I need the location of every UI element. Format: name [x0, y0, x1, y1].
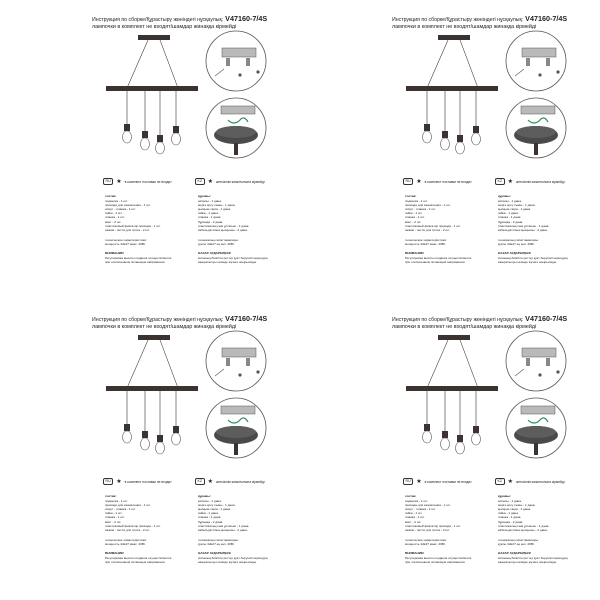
composition-list — [105, 499, 193, 532]
tech-title: технические характеристики: — [405, 537, 447, 542]
language-legend — [103, 178, 298, 188]
warning-line: Аспаның биіктігін реттеу қуат берушісі кернеудің — [198, 256, 268, 261]
composition-item: гайка - 1 дана. — [198, 211, 219, 216]
kz-badge: KZ — [195, 178, 205, 185]
composition-item: провода для заземления - 1 шт. — [105, 203, 151, 208]
composition-item: гайка - 1 дана. — [498, 511, 519, 516]
composition-list — [405, 199, 493, 232]
composition-item: қысқыш-тақта - 1 дана. — [198, 507, 231, 512]
composition-item: винт - 2 шт. — [105, 519, 122, 524]
legend-kz — [195, 478, 265, 485]
legend-kz — [495, 478, 565, 485]
suspension-cable — [160, 340, 178, 388]
model-number: V47160-7/4S — [525, 314, 568, 323]
composition-item: пластиковый фиксатор провода - 1 шт. — [405, 223, 461, 228]
legend-ru — [103, 478, 172, 485]
legend-note-ru: в комплект поставки не входят — [124, 479, 172, 484]
composition-item: аспалы - 1 дана. — [498, 499, 522, 504]
canopy-detail-drawing — [206, 98, 266, 158]
composition-item: пластикалық сым ұстағыш - 1 дана. — [198, 223, 250, 228]
composition-item: бұранда - 2 дана. — [198, 519, 224, 524]
composition-item: пластикалық сым ұстағыш - 1 дана. — [498, 223, 550, 228]
bulb-icons — [123, 131, 181, 154]
composition-item: винт - 2 шт. — [105, 219, 122, 224]
tech-value: мощность 4хЕ27 макс. 40Вт. — [405, 241, 446, 246]
composition-item: планка - 1 дана. — [498, 515, 522, 520]
warning-line: Аспаның биіктігін реттеу қуат берушісі кернеудің — [498, 256, 568, 261]
composition-item: кабельдік ілмек қысқышы - 2 дана. — [198, 527, 248, 532]
bulb-icons — [423, 431, 481, 454]
bulb-cords — [127, 391, 176, 437]
ceiling-plate — [438, 335, 470, 340]
suspension-cable — [127, 340, 148, 388]
instruction-sheet-4 — [300, 300, 600, 600]
warning-line: Регулировка высоты подвеса осуществляется — [405, 256, 472, 261]
instruction-sheet-1 — [0, 0, 300, 300]
mounting-bracket — [222, 48, 256, 57]
composition-item: пластикалық сым ұстағыш - 1 дана. — [198, 523, 250, 528]
star-icon: ★ — [116, 178, 122, 185]
warning-line: ажыратылуы кезінде жүзеге асырылады. — [198, 260, 257, 265]
legend-ru — [103, 178, 172, 185]
composition-item: подвеска - 1 шт. — [405, 499, 428, 504]
russian-column — [105, 494, 193, 564]
composition-item: гайки - 1 шт. — [405, 211, 423, 216]
mounting-bracket — [522, 48, 556, 57]
ru-badge: RU — [103, 178, 113, 185]
composition-item: гайка - 1 дана. — [498, 211, 519, 216]
pendant-lamp-drawing — [406, 335, 498, 454]
composition-item: провода для заземления - 1 шт. — [405, 503, 451, 508]
composition-item: винт - 2 шт. — [405, 219, 422, 224]
composition-title: құрамы: — [198, 194, 211, 198]
composition-item: жерге қосу сымы - 1 дана. — [498, 503, 536, 508]
star-icon: ★ — [416, 478, 422, 485]
language-legend — [403, 478, 598, 488]
pendant-lamp-drawing — [106, 35, 198, 154]
tech-title: техникалық сипаттамалары: — [198, 237, 239, 242]
mounting-detail-drawing — [506, 331, 566, 391]
legend-kz — [195, 178, 265, 185]
assembly-illustration — [300, 300, 600, 480]
composition-list — [498, 499, 586, 532]
composition-item: жерге қосу сымы - 1 дана. — [198, 503, 236, 508]
suspension-cable — [427, 340, 448, 388]
composition-item: хомут - планка - 1 шт. — [105, 507, 136, 512]
composition-item: зажим - петля для троса - 2 шт. — [405, 227, 450, 232]
composition-title: состав: — [105, 494, 117, 498]
tech-value: мощность 4хЕ27 макс. 40Вт. — [105, 541, 146, 546]
suspension-cable — [427, 40, 448, 88]
instruction-sheet-3 — [0, 300, 300, 600]
assembly-illustration — [300, 0, 600, 180]
language-legend — [403, 178, 598, 188]
composition-item: қысқыш-тақта - 1 дана. — [498, 507, 531, 512]
warning-line: при отключенном питающем напряжении. — [405, 260, 466, 265]
composition-item: подвеска - 1 шт. — [105, 199, 128, 204]
composition-item: кабельдік ілмек қысқышы - 2 дана. — [498, 527, 548, 532]
kazakh-column — [198, 494, 286, 564]
composition-item: қысқыш-тақта - 1 дана. — [498, 207, 531, 212]
russian-column — [405, 494, 493, 564]
bulbs-note: лампочки в комплект не входят/шамдар жинаққа кірмейді — [392, 324, 537, 330]
tech-value: мощность 4хЕ27 макс. 40Вт. — [105, 241, 146, 246]
header-prefix: Инструкция по сборке/Құрастыру жөніндегі нұсқаулық: — [392, 317, 524, 323]
legend-kz — [495, 178, 565, 185]
star-icon: ★ — [207, 478, 213, 485]
warning-line: ажыратылуы кезінде жүзеге асырылады. — [498, 260, 557, 265]
tech-value: қуаты 4хЕ27 ең көп. 40Вт. — [498, 541, 535, 546]
model-number: V47160-7/4S — [225, 314, 268, 323]
ceiling-plate — [438, 35, 470, 40]
star-icon: ★ — [207, 178, 213, 185]
suspension-cable — [127, 40, 148, 88]
composition-item: подвеска - 1 шт. — [105, 499, 128, 504]
suspension-cable — [460, 40, 478, 88]
tech-title: техникалық сипаттамалары: — [498, 537, 539, 542]
composition-item: бұранда - 2 дана. — [198, 219, 224, 224]
instruction-sheet-2 — [300, 0, 600, 300]
tech-title: технические характеристики: — [105, 237, 147, 242]
bulbs-note: лампочки в комплект не входят/шамдар жинаққа кірмейді — [92, 324, 237, 330]
tech-value: қуаты 4хЕ27 ең көп. 40Вт. — [198, 541, 235, 546]
composition-item: провода для заземления - 1 шт. — [405, 203, 451, 208]
ru-badge: RU — [403, 478, 413, 485]
composition-item: зажим - петля для троса - 2 шт. — [105, 527, 150, 532]
bulb-sockets — [424, 124, 479, 142]
legend-ru — [403, 478, 472, 485]
composition-item: хомут - планка - 1 шт. — [105, 207, 136, 212]
composition-item: планка - 1 шт. — [105, 515, 125, 520]
bulb-icons — [423, 131, 481, 154]
composition-item: жерге қосу сымы - 1 дана. — [198, 203, 236, 208]
star-icon: ★ — [116, 478, 122, 485]
assembly-illustration — [0, 0, 300, 180]
russian-column — [405, 194, 493, 264]
tech-title: техникалық сипаттамалары: — [498, 237, 539, 242]
composition-item: винт - 2 шт. — [405, 519, 422, 524]
legend-note-kz: жеткізілім жиынтығына кірмейді — [515, 179, 565, 184]
warning-title: НАЗАР АУДАРЫҢЫЗ! — [198, 251, 232, 256]
composition-title: состав: — [405, 494, 417, 498]
bulb-sockets — [124, 124, 179, 142]
bulb-sockets — [424, 424, 479, 442]
lamp-bar — [106, 86, 198, 91]
composition-item: пластиковый фиксатор провода - 1 шт. — [405, 523, 461, 528]
kz-badge: KZ — [495, 478, 505, 485]
mounting-detail-drawing — [206, 331, 266, 391]
mounting-bracket — [222, 348, 256, 357]
mounting-detail-drawing — [506, 31, 566, 91]
composition-item: гайка - 1 дана. — [198, 511, 219, 516]
warning-title: НАЗАР АУДАРЫҢЫЗ! — [498, 251, 532, 256]
ceiling-plate — [138, 335, 170, 340]
composition-item: бұранда - 2 дана. — [498, 519, 524, 524]
composition-item: гайки - 1 шт. — [105, 511, 123, 516]
warning-title: НАЗАР АУДАРЫҢЫЗ! — [498, 551, 532, 556]
ru-badge: RU — [403, 178, 413, 185]
composition-item: зажим - петля для троса - 2 шт. — [405, 527, 450, 532]
lamp-bar — [406, 86, 498, 91]
composition-item: пластиковый фиксатор провода - 1 шт. — [105, 223, 161, 228]
header-prefix: Инструкция по сборке/Құрастыру жөніндегі нұсқаулық: — [392, 17, 524, 23]
ceiling-plate — [138, 35, 170, 40]
composition-item: аспалы - 1 дана. — [198, 499, 222, 504]
composition-list — [105, 199, 193, 232]
warning-line: ажыратылуы кезінде жүзеге асырылады. — [198, 560, 257, 565]
legend-note-kz: жеткізілім жиынтығына кірмейді — [215, 179, 265, 184]
mounting-bracket — [522, 348, 556, 357]
composition-item: планка - 1 шт. — [105, 215, 125, 220]
tech-title: технические характеристики: — [405, 237, 447, 242]
pendant-lamp-drawing — [106, 335, 198, 454]
composition-list — [198, 499, 286, 532]
warning-title: ВНИМАНИЕ! — [405, 551, 425, 556]
composition-item: хомут - планка - 1 шт. — [405, 507, 436, 512]
header-prefix: Инструкция по сборке/Құрастыру жөніндегі нұсқаулық: — [92, 17, 224, 23]
lamp-bar — [406, 386, 498, 391]
tech-value: қуаты 4хЕ27 ең көп. 40Вт. — [498, 241, 535, 246]
warning-title: ВНИМАНИЕ! — [105, 551, 125, 556]
mounting-detail-drawing — [206, 31, 266, 91]
composition-item: провода для заземления - 1 шт. — [105, 503, 151, 508]
bulb-cords — [127, 91, 176, 137]
header-prefix: Инструкция по сборке/Құрастыру жөніндегі нұсқаулық: — [92, 317, 224, 323]
warning-line: ажыратылуы кезінде жүзеге асырылады. — [498, 560, 557, 565]
composition-item: планка - 1 шт. — [405, 515, 425, 520]
warning-line: при отключенном питающем напряжении. — [405, 560, 466, 565]
tech-title: технические характеристики: — [105, 537, 147, 542]
composition-title: құрамы: — [498, 494, 511, 498]
composition-item: гайки - 1 шт. — [105, 211, 123, 216]
suspension-cable — [160, 40, 178, 88]
composition-item: планка - 1 дана. — [498, 215, 522, 220]
warning-line: Регулировка высоты подвеса осуществляется — [105, 256, 172, 261]
russian-column — [105, 194, 193, 264]
language-legend — [103, 478, 298, 488]
star-icon: ★ — [507, 478, 513, 485]
tech-value: мощность 4хЕ27 макс. 40Вт. — [405, 541, 446, 546]
composition-title: состав: — [405, 194, 417, 198]
composition-item: бұранда - 2 дана. — [498, 219, 524, 224]
ru-badge: RU — [103, 478, 113, 485]
warning-line: Регулировка высоты подвеса осуществляется — [405, 556, 472, 561]
bulb-cords — [427, 391, 476, 437]
composition-item: пластиковый фиксатор провода - 1 шт. — [105, 523, 161, 528]
composition-item: қысқыш-тақта - 1 дана. — [198, 207, 231, 212]
suspension-cable — [460, 340, 478, 388]
canopy-detail-drawing — [206, 398, 266, 458]
composition-title: құрамы: — [198, 494, 211, 498]
warning-line: при отключенном питающем напряжении. — [105, 260, 166, 265]
composition-title: құрамы: — [498, 194, 511, 198]
composition-title: состав: — [105, 194, 117, 198]
canopy-detail-drawing — [506, 398, 566, 458]
composition-item: хомут - планка - 1 шт. — [405, 207, 436, 212]
warning-title: ВНИМАНИЕ! — [105, 251, 125, 256]
tech-value: қуаты 4хЕ27 ең көп. 40Вт. — [198, 241, 235, 246]
kazakh-column — [498, 494, 586, 564]
composition-item: планка - 1 дана. — [198, 215, 222, 220]
composition-item: пластикалық сым ұстағыш - 1 дана. — [498, 523, 550, 528]
warning-title: НАЗАР АУДАРЫҢЫЗ! — [198, 551, 232, 556]
kazakh-column — [498, 194, 586, 264]
composition-item: жерге қосу сымы - 1 дана. — [498, 203, 536, 208]
assembly-illustration — [0, 300, 300, 480]
legend-note-ru: в комплект поставки не входят — [424, 479, 472, 484]
bulb-cords — [427, 91, 476, 137]
bulbs-note: лампочки в комплект не входят/шамдар жинаққа кірмейді — [92, 24, 237, 30]
composition-item: гайки - 1 шт. — [405, 511, 423, 516]
warning-title: ВНИМАНИЕ! — [405, 251, 425, 256]
bulb-sockets — [124, 424, 179, 442]
warning-line: при отключенном питающем напряжении. — [105, 560, 166, 565]
canopy-detail-drawing — [506, 98, 566, 158]
star-icon: ★ — [507, 178, 513, 185]
legend-note-kz: жеткізілім жиынтығына кірмейді — [515, 479, 565, 484]
bulbs-note: лампочки в комплект не входят/шамдар жинаққа кірмейді — [392, 24, 537, 30]
model-number: V47160-7/4S — [525, 14, 568, 23]
composition-list — [405, 499, 493, 532]
legend-note-kz: жеткізілім жиынтығына кірмейді — [215, 479, 265, 484]
composition-item: планка - 1 шт. — [405, 215, 425, 220]
composition-item: аспалы - 1 дана. — [198, 199, 222, 204]
composition-item: кабельдік ілмек қысқышы - 2 дана. — [198, 227, 248, 232]
kz-badge: KZ — [495, 178, 505, 185]
composition-item: зажим - петля для троса - 2 шт. — [105, 227, 150, 232]
pendant-lamp-drawing — [406, 35, 498, 154]
legend-note-ru: в комплект поставки не входят — [124, 179, 172, 184]
lamp-bar — [106, 386, 198, 391]
composition-item: кабельдік ілмек қысқышы - 2 дана. — [498, 227, 548, 232]
model-number: V47160-7/4S — [225, 14, 268, 23]
composition-item: планка - 1 дана. — [198, 515, 222, 520]
bulb-icons — [123, 431, 181, 454]
warning-line: Аспаның биіктігін реттеу қуат берушісі кернеудің — [198, 556, 268, 561]
star-icon: ★ — [416, 178, 422, 185]
composition-list — [498, 199, 586, 232]
composition-item: подвеска - 1 шт. — [405, 199, 428, 204]
composition-item: аспалы - 1 дана. — [498, 199, 522, 204]
warning-line: Регулировка высоты подвеса осуществляется — [105, 556, 172, 561]
legend-note-ru: в комплект поставки не входят — [424, 179, 472, 184]
kz-badge: KZ — [195, 478, 205, 485]
warning-line: Аспаның биіктігін реттеу қуат берушісі кернеудің — [498, 556, 568, 561]
legend-ru — [403, 178, 472, 185]
kazakh-column — [198, 194, 286, 264]
tech-title: техникалық сипаттамалары: — [198, 537, 239, 542]
composition-list — [198, 199, 286, 232]
